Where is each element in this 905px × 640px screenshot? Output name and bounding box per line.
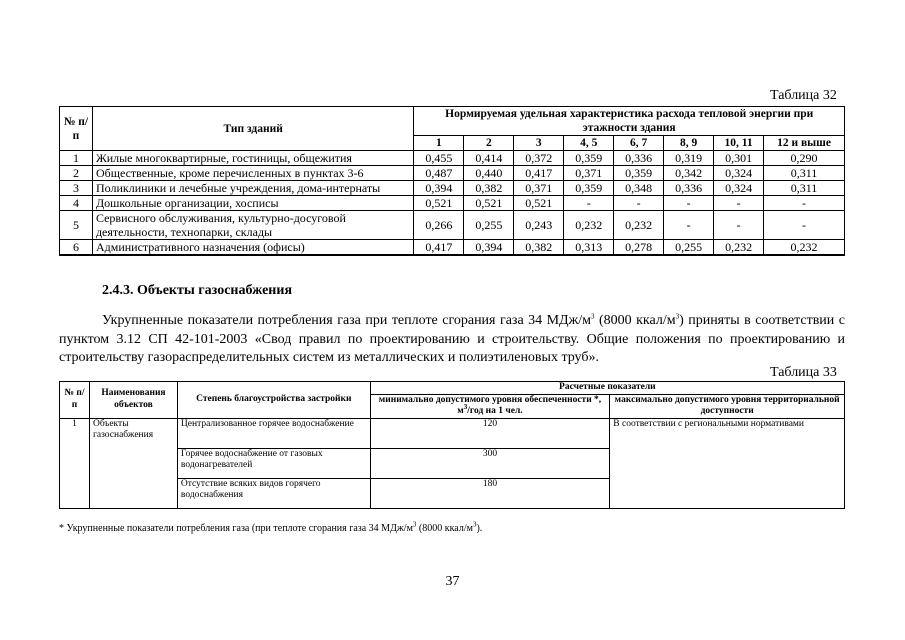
value-cell: 120 (370, 418, 610, 448)
paragraph-text: ) приняты в соответствии с пунктом 3.12 СП 42-101-2003 «Свод правил по проектированию и строительству. Общие положения по проектированию и строительству газораспределительных систем из металлических и полиэтиленовых труб». (59, 313, 845, 365)
building-type-cell: Поликлиники и лечебные учреждения, дома-интернаты (92, 181, 413, 196)
table-32-num-header: № п/п (60, 107, 93, 151)
building-type-cell: Жилые многоквартирные, гостиницы, общежития (92, 151, 413, 166)
value-cell: 0,455 (414, 151, 464, 166)
value-cell: 300 (370, 448, 610, 478)
table-33-row-name: Объекты газоснабжения (89, 418, 177, 508)
row-num-cell: 2 (60, 166, 93, 181)
value-cell: 0,243 (514, 211, 564, 240)
value-cell: 0,342 (664, 166, 714, 181)
paragraph-text: Укрупненные показатели потребления газа при теплоте сгорания газа 34 МДж/м (102, 313, 592, 328)
value-cell: 0,255 (464, 211, 514, 240)
degree-cell: Отсутствие всяких видов горячего водоснабжения (177, 478, 370, 508)
value-cell: - (664, 211, 714, 240)
row-num-cell: 5 (60, 211, 93, 240)
value-cell: 0,278 (614, 240, 664, 256)
floor-header: 3 (514, 136, 564, 151)
row-num-cell: 3 (60, 181, 93, 196)
table-32-row (60, 166, 845, 181)
floor-header: 2 (464, 136, 514, 151)
value-cell: 0,324 (714, 166, 764, 181)
row-num-cell: 6 (60, 240, 93, 256)
degree-cell: Централизованное горячее водоснабжение (177, 418, 370, 448)
value-cell: 0,394 (464, 240, 514, 256)
row-num-cell: 1 (60, 151, 93, 166)
table-33-name-header: Наименования объектов (89, 382, 177, 419)
value-cell: 0,319 (664, 151, 714, 166)
table-32-row (60, 196, 845, 211)
value-cell: 0,232 (614, 211, 664, 240)
value-cell: - (564, 196, 614, 211)
superscript: 3 (472, 520, 477, 529)
table-33 (59, 381, 845, 509)
table-33-min-header (370, 394, 610, 418)
footnote (59, 520, 483, 534)
footnote-text: ). (476, 523, 483, 534)
value-cell: 0,359 (614, 166, 664, 181)
value-cell: - (764, 196, 845, 211)
table-32-caption: Таблица 32 (770, 88, 837, 103)
value-cell: 0,313 (564, 240, 614, 256)
table-32-type-header: Тип зданий (92, 107, 413, 151)
floor-header: 4, 5 (564, 136, 614, 151)
value-cell: 0,521 (414, 196, 464, 211)
row-num-cell: 4 (60, 196, 93, 211)
value-cell: 0,372 (514, 151, 564, 166)
table-33-num-header: № п/п (60, 382, 90, 419)
value-cell: 0,311 (764, 166, 845, 181)
value-cell: 0,394 (414, 181, 464, 196)
value-cell: 0,521 (464, 196, 514, 211)
table-33-group-header: Расчетные показатели (370, 382, 844, 395)
value-cell: 0,417 (514, 166, 564, 181)
footnote-text: (8000 ккал/м (416, 523, 473, 534)
table-33-max-value: В соответствии с региональными нормативами (610, 418, 845, 508)
value-cell: 0,382 (514, 240, 564, 256)
table-32-row (60, 181, 845, 196)
table-33-degree-header: Степень благоустройства застройки (177, 382, 370, 419)
value-cell: - (664, 196, 714, 211)
value-cell: 0,414 (464, 151, 514, 166)
value-cell: 0,440 (464, 166, 514, 181)
value-cell: 0,359 (564, 151, 614, 166)
table-32-group-header: Нормируемая удельная характеристика расхода тепловой энергии при этажности здания (414, 107, 845, 136)
value-cell: 0,311 (764, 181, 845, 196)
superscript: 3 (412, 520, 417, 529)
value-cell: 0,301 (714, 151, 764, 166)
value-cell: 0,417 (414, 240, 464, 256)
value-cell: 0,359 (564, 181, 614, 196)
value-cell: 0,266 (414, 211, 464, 240)
body-paragraph (59, 312, 845, 368)
header-text: минимально допустимого уровня обеспеченности *, м (378, 394, 602, 416)
value-cell: - (764, 211, 845, 240)
superscript: 3 (591, 312, 595, 321)
building-type-cell: Сервисного обслуживания, культурно-досуговой деятельности, технопарки, склады (92, 211, 413, 240)
building-type-cell: Административного назначения (офисы) (92, 240, 413, 256)
building-type-cell: Дошкольные организации, хосписы (92, 196, 413, 211)
table-32 (59, 106, 845, 256)
superscript: 3 (675, 312, 680, 321)
section-title: 2.4.3. Объекты газоснабжения (102, 283, 293, 298)
value-cell: 0,371 (564, 166, 614, 181)
value-cell: 0,324 (714, 181, 764, 196)
value-cell: - (614, 196, 664, 211)
superscript: 3 (463, 402, 468, 411)
floor-header: 1 (414, 136, 464, 151)
value-cell: 0,336 (614, 151, 664, 166)
value-cell: - (714, 211, 764, 240)
floor-header: 8, 9 (664, 136, 714, 151)
value-cell: 0,232 (564, 211, 614, 240)
table-32-row (60, 240, 845, 256)
table-32-row (60, 151, 845, 166)
header-text: /год на 1 чел. (467, 406, 523, 416)
table-32-row (60, 211, 845, 240)
value-cell: 0,290 (764, 151, 845, 166)
value-cell: 0,382 (464, 181, 514, 196)
value-cell: 0,255 (664, 240, 714, 256)
floor-header: 10, 11 (714, 136, 764, 151)
table-33-max-header: максимально допустимого уровня территориальной доступности (610, 394, 845, 418)
building-type-cell: Общественные, кроме перечисленных в пунктах 3-6 (92, 166, 413, 181)
table-33-caption: Таблица 33 (770, 365, 837, 380)
table-33-row-num: 1 (60, 418, 90, 508)
page-number: 37 (445, 574, 460, 589)
value-cell: 0,487 (414, 166, 464, 181)
footnote-text: * Укрупненные показатели потребления газа (при теплоте сгорания газа 34 МДж/м (59, 523, 413, 534)
value-cell: 180 (370, 478, 610, 508)
value-cell: 0,336 (664, 181, 714, 196)
value-cell: 0,371 (514, 181, 564, 196)
degree-cell: Горячее водоснабжение от газовых водонагревателей (177, 448, 370, 478)
value-cell: - (714, 196, 764, 211)
value-cell: 0,232 (714, 240, 764, 256)
value-cell: 0,348 (614, 181, 664, 196)
floor-header: 12 и выше (764, 136, 845, 151)
value-cell: 0,232 (764, 240, 845, 256)
floor-header: 6, 7 (614, 136, 664, 151)
paragraph-text: (8000 ккал/м (594, 313, 676, 328)
value-cell: 0,521 (514, 196, 564, 211)
